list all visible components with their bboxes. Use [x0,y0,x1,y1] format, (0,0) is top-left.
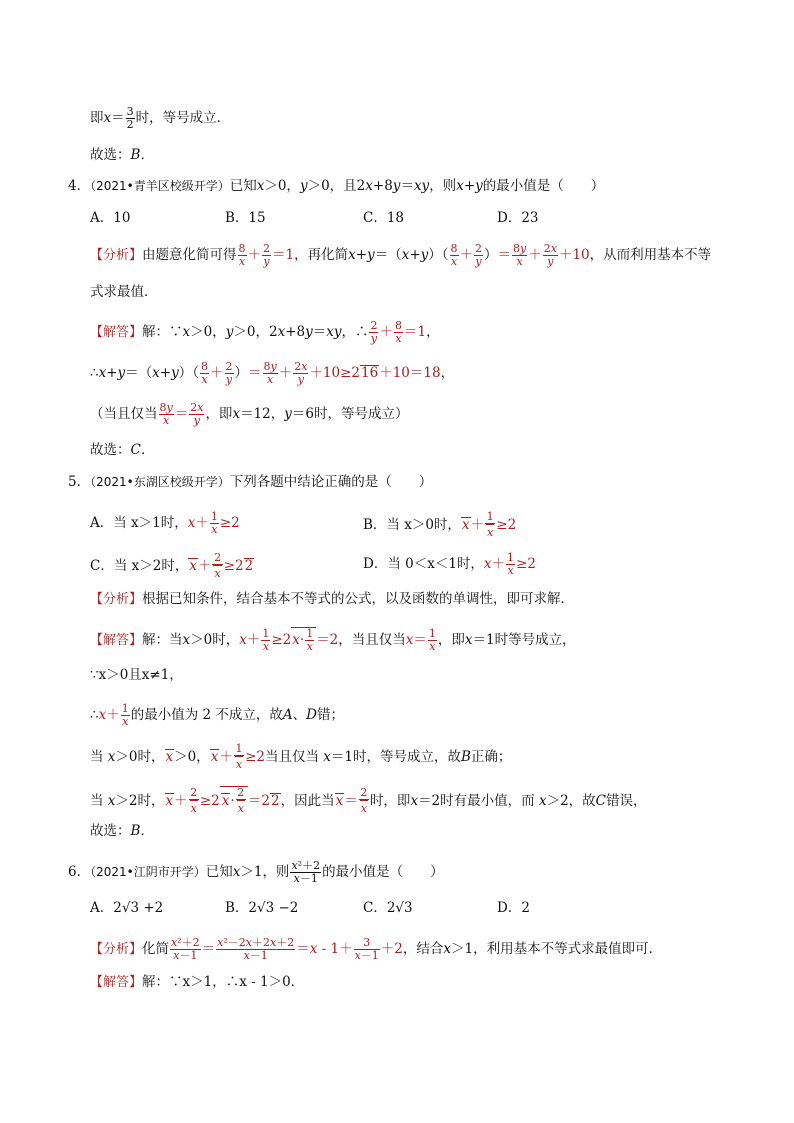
q5-solution-line4: 当 x＞0时，x＞0，x＋ $\frac{1}{x}$ ≥2当且仅当 x＝1时，等号成立，故B正确； [90,742,512,771]
fraction-3-2: $\frac{3}{2}$ [126,105,134,131]
q4-option-c: C．18 [363,210,405,226]
q4-option-b: B．15 [225,210,266,226]
q5-stem: 5．（2021•东湖区校级开学）下列各题中结论正确的是（ ） [68,474,433,490]
q5-option-c: C．当 x＞2时，x＋ $\frac{2}{x}$ ≥22 [90,551,254,580]
q5-solution-line5: 当 x＞2时，x＋ $\frac{2}{x}$ ≥2 x· $\frac{2}{x}$ ＝22，因此当x＝ $\frac{2}{x}$ 时，即x＝2时有最小值，而 x＞2，故C错误， [90,786,647,815]
q5-option-d: D．当 0＜x＜1时，x＋ $\frac{1}{x}$ ≥2 [363,551,536,577]
q6-solution: 【解答】解：∵x＞1，∴x - 1＞0． [90,974,305,990]
prev-equality-line: 即x＝ $\frac{3}{2}$ 时，等号成立． [90,105,231,131]
q4-answer: 故选：C． [90,442,155,458]
q6-stem: 6．（2021•江阴市开学）已知x＞1，则 $\frac{\text{x²＋2}}{x-1}$ 的最小值是（ ） [68,859,444,885]
prev-answer-line: 故选：B． [90,147,154,163]
q5-solution-line3: ∴x＋ $\frac{1}{x}$ 的最小值为 2 不成立，故A、D错； [90,702,344,728]
q4-solution-line2: ∴x+y＝（x+y）（ $\frac{8}{x}$ ＋ $\frac{2}{y}$ ）＝ $\frac{8y}{x}$ ＋ $\frac{2x}{y}$ ＋10≥216＋10＝18， [90,360,455,386]
q5-option-a: A．当 x＞1时，x＋ $\frac{1}{x}$ ≥2 [90,510,240,536]
q4-solution: 【解答】解：∵x＞0，y＞0，2x+8y＝xy，∴ $\frac{2}{y}$ ＋ $\frac{8}{x}$ ＝1， [90,319,440,345]
q4-option-d: D．23 [497,210,539,226]
q4-solution-line3: （当且仅当 $\frac{8y}{x}$ ＝ $\frac{2x}{y}$ ，即x＝12，y＝6时，等号成立） [90,401,409,427]
q4-options [0,208,794,228]
q6-option-d: D．2 [497,900,530,916]
q6-option-c: C．2√3 [363,900,413,916]
q4-stem: 4．（2021•青羊区校级开学）已知x＞0，y＞0，且2x+8y＝xy，则x+y的最小值是（ ） [68,178,605,194]
q6-option-a: A．2√3 +2 [90,900,164,916]
q5-solution-line2: ∵x＞0且x≠1， [90,667,183,683]
q6-analysis: 【分析】化简 $\frac{\text{x²＋2}}{x-1}$ ＝ $\frac{\text{x²－2x＋2x＋2}}{x-1}$ ＝x - 1＋ $\frac{3}{x-1}$ ＋2，结合x＞1，利用基本不等式求最值即可． [90,936,663,962]
q4-analysis-cont: 式求最值． [90,284,158,300]
q6-option-b: B．2√3 −2 [225,900,299,916]
q4-option-a: A．10 [90,210,131,226]
q5-option-b: B．当 x＞0时，x＋ $\frac{1}{x}$ ≥2 [363,510,517,539]
q5-solution: 【解答】解：当x＞0时，x＋ $\frac{1}{x}$ ≥2x· $\frac{1}{x}$ ＝2，当且仅当x＝ $\frac{1}{x}$ ，即x＝1时等号成立， [90,627,576,653]
q5-analysis: 【分析】根据已知条件，结合基本不等式的公式，以及函数的单调性，即可求解． [90,591,575,607]
q5-answer: 故选：B． [90,823,154,839]
q6-options [0,898,794,918]
q4-analysis: 【分析】由题意化简可得 $\frac{8}{x}$ ＋ $\frac{2}{y}$ ＝1，再化简x+y＝（x+y）（ $\frac{8}{x}$ ＋ $\frac{2}{y}$ ）＝ $\frac{8y}{x}$ ＋ $\frac{2x}{y}$ ＋10，从而利用基本不等 [90,242,712,268]
